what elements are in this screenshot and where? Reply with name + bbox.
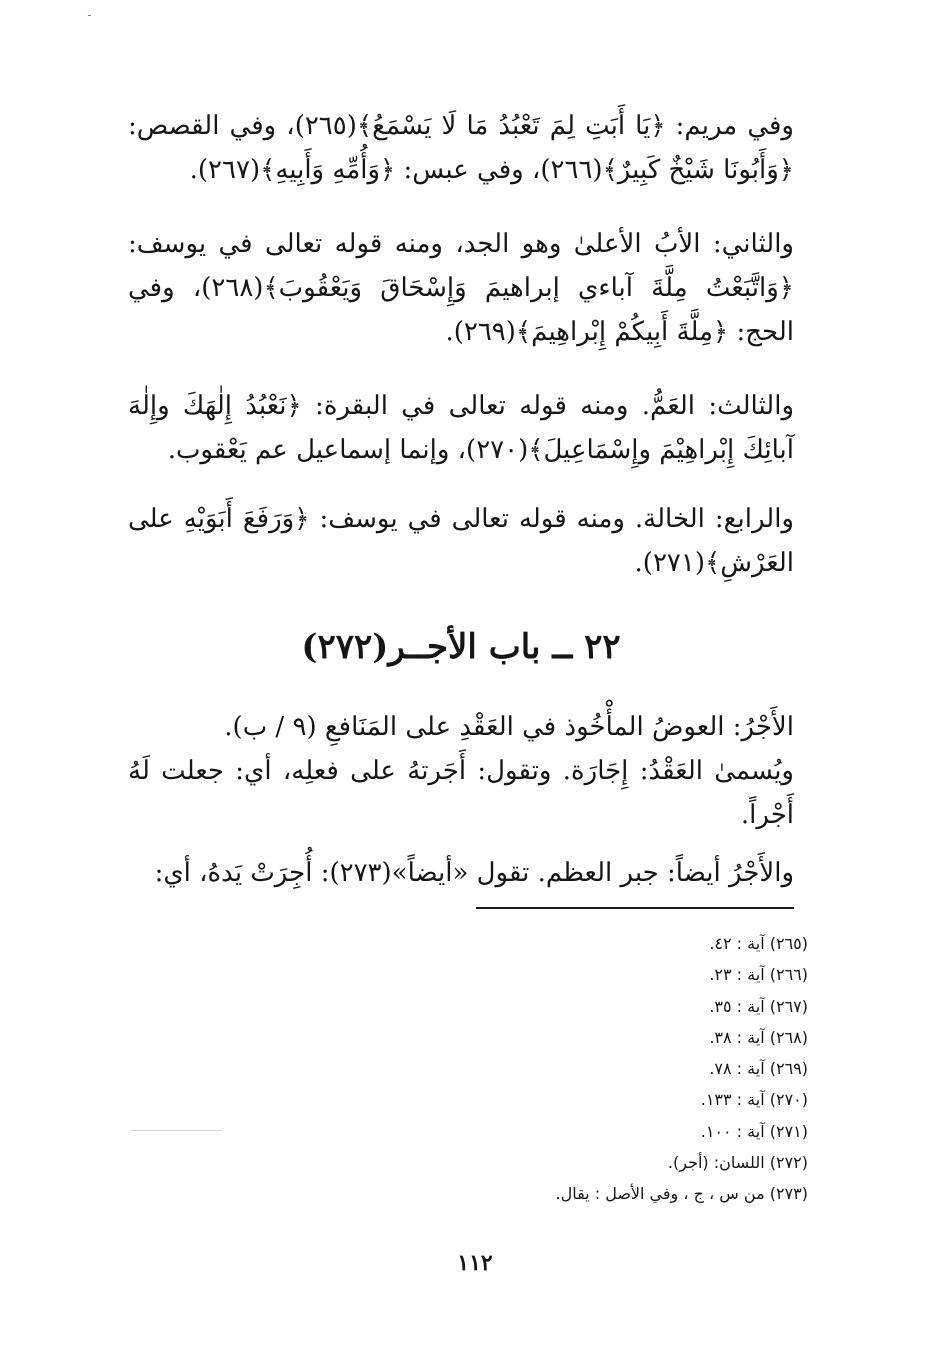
footnote-item: (٢٦٨) آية : ٣٨. xyxy=(709,1027,808,1047)
footnote-item: (٢٧١) آية : ١٠٠. xyxy=(700,1121,808,1141)
paragraph-fourth: والرابع: الخالة. ومنه قوله تعالى في يوسف: ﴿وَرَفَعَ أَبَوَيْهِ على العَرْشِ﴾(٢٧١). xyxy=(128,504,794,578)
paragraph-maryam: وفي مريم: ﴿يَا أَبَتِ لِمَ تَعْبُدُ مَا لَا يَسْمَعُ﴾(٢٦٥)، وفي القصص: ﴿وَأَبُونَا شَيْخٌ كَبِيرٌ﴾(٢٦٦)، وفي عبس: ﴿وَأُمِّهِ وَأَبِيهِ﴾(٢٦٧). xyxy=(128,111,794,185)
footnote-divider xyxy=(476,907,794,909)
footnote-item: (٢٦٥) آية : ٤٢. xyxy=(709,934,808,953)
footnote-item: (٢٦٦) آية : ٢٣. xyxy=(709,965,808,985)
paragraph-third: والثالث: العَمُّ. ومنه قوله تعالى في البقرة: ﴿نَعْبُدُ إِلٰهَكَ وإِلٰهَ آبائِكَ إِبْراهِيْمَ وإِسْمَاعِيلَ﴾(٢٧٠)، وإنما إسماعيل عم يَعْقوب. xyxy=(128,391,794,465)
footnote-item: (٢٦٧) آية : ٣٥. xyxy=(709,996,808,1016)
footnote-item: (٢٦٩) آية : ٧٨. xyxy=(709,1059,808,1079)
paragraph-ajr-definition: الأَجْرُ: العوضُ المأْخُوذ في العَقْدِ على المَنَافعِ (٩ / ب). xyxy=(224,712,794,742)
page-number: ١١٢ xyxy=(457,1250,493,1276)
corner-mark: ـ xyxy=(88,8,91,19)
margin-line xyxy=(132,1130,222,1131)
paragraph-ajr-bone: والأَجْرُ أيضاً: جبر العظم. تقول «أيضاً»(٢٧٣): أُجِرَتْ يَدهُ، أي: xyxy=(154,858,794,888)
paragraph-second: والثاني: الأبُ الأعلىٰ وهو الجد، ومنه قوله تعالى في يوسف: ﴿وَاتَّبَعْتُ مِلَّةَ آباءي إبراهيمَ وَإِسْحَاقَ وَيَعْقُوبَ﴾(٢٦٨)، وفي الحج: ﴿مِلَّةَ أَبِيكُمْ إِبْراهِيمَ﴾(٢٦٩). xyxy=(128,229,794,347)
footnote-item: (٢٧٣) من س ، ج ، وفي الأصل : يقال. xyxy=(555,1184,808,1204)
paragraph-ajr-contract: ويُسمىٰ العَقْدُ: إِجَارَة. وتقول: أَجَرتهُ على فعلِه، أي: جعلت لَهُ أَجْراً. xyxy=(128,756,794,830)
footnote-item: (٢٧٢) اللسان: (أجر). xyxy=(667,1153,808,1173)
footnotes-list xyxy=(428,928,808,1210)
footnote-item: (٢٧٠) آية : ١٣٣. xyxy=(700,1090,808,1110)
section-heading: ٢٢ ــ باب الأجــر(٢٧٢) xyxy=(301,627,621,667)
